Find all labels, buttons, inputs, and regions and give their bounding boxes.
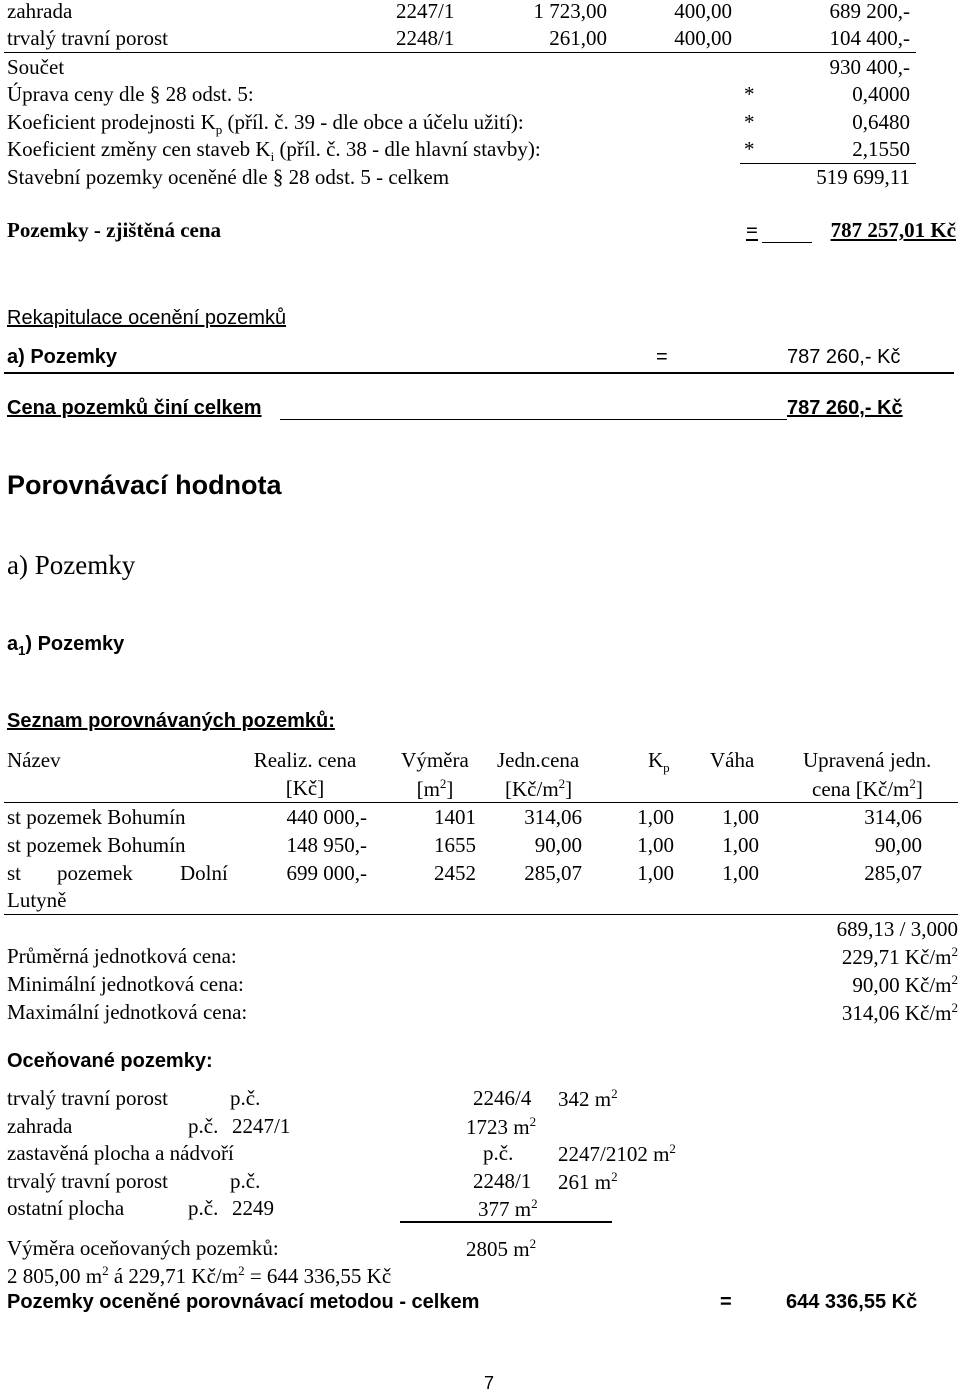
subsection-heading: a) Pozemky [7, 550, 136, 580]
page-number: 7 [484, 1373, 495, 1393]
table-sum: 689,13 / 3,000 [836, 917, 958, 941]
section-heading: Porovnávací hodnota [7, 470, 282, 500]
table-cell-jedn: 90,00 [534, 833, 582, 857]
col-header-realiz-unit: [Kč] [285, 776, 325, 800]
rekap-total-label: Cena pozemků činí celkem [7, 397, 262, 419]
kp-label: Koeficient prodejnosti $K_p$ (příl. č. 39 - dle obce a účelu užití): [7, 110, 524, 138]
underline [400, 1221, 612, 1223]
rekap-row-label: a) Pozemky [7, 346, 118, 368]
calc-row-total: 104 400,- [829, 26, 910, 50]
calc-row-label: trvalý travní porost [7, 26, 168, 50]
table-cell-kp: 1,00 [637, 805, 674, 829]
table-cell-name-part: st [7, 861, 22, 885]
parcel-pc: p.č. [188, 1114, 219, 1138]
parcel-pc: p.č. [483, 1141, 514, 1165]
soucet-label: Součet [7, 55, 65, 79]
seznam-title: Seznam porovnávaných pozemků: [7, 710, 335, 732]
table-cell-realiz: 148 950,- [286, 833, 367, 857]
table-cell-name-part: Lutyně [7, 888, 67, 912]
parcel-number: 2249 [232, 1196, 274, 1220]
parcel-type: trvalý travní porost [7, 1169, 168, 1193]
parcel-number: 2247/1 [232, 1114, 291, 1138]
equals-sign: = [720, 1291, 732, 1313]
calc-row-parcel: 2248/1 [396, 26, 455, 50]
col-header-upravena-unit: cena $[Kč/m^2]$ [812, 776, 923, 801]
table-cell-jedn: 314,06 [524, 805, 582, 829]
parcel-area: 1723 $m^2$ [466, 1114, 537, 1139]
vymera-total-value: 2805 $m^2$ [466, 1236, 537, 1261]
rekap-title: Rekapitulace ocenění pozemků [7, 307, 287, 329]
calc-row-price: 400,00 [674, 26, 732, 50]
table-cell-vaha: 1,00 [722, 861, 759, 885]
table-cell-upr: 90,00 [874, 833, 922, 857]
underline [280, 419, 787, 420]
col-header-jedn-unit: $[Kč/m^2]$ [505, 776, 573, 801]
divider [4, 52, 916, 53]
multiply-sign: * [744, 82, 755, 106]
parcel-type: trvalý travní porost [7, 1086, 168, 1110]
calc-row-parcel: 2247/1 [396, 0, 455, 23]
table-cell-name: st pozemek Bohumín [7, 805, 186, 829]
stavebni-value: 519 699,11 [816, 165, 910, 189]
col-header-kp: $K_p$ [648, 748, 670, 776]
table-cell-name: st pozemek Bohumín [7, 833, 186, 857]
table-cell-realiz: 440 000,- [286, 805, 367, 829]
parcel-number: 2248/1 [473, 1169, 532, 1193]
final-label: Pozemky oceněné porovnávací metodou - celkem [7, 1291, 480, 1313]
stat-label: Maximální jednotková cena: [7, 1000, 248, 1024]
parcel-pc: p.č. [230, 1169, 261, 1193]
parcel-area: 261 $m^2$ [558, 1169, 618, 1194]
uprava-label: Úprava ceny dle § 28 odst. 5: [7, 82, 254, 106]
col-header-vaha: Váha [710, 748, 755, 772]
parcel-area: 342 $m^2$ [558, 1086, 618, 1111]
equals-sign: = [746, 218, 758, 242]
calc-row-area: 261,00 [549, 26, 607, 50]
ocenovane-title: Oceňované pozemky: [7, 1050, 213, 1072]
calc-row-area: 1 723,00 [533, 0, 607, 23]
stavebni-label: Stavební pozemky oceněné dle § 28 odst. 5 - celkem [7, 165, 450, 189]
divider [4, 372, 954, 374]
divider [4, 914, 958, 915]
ki-value: 2,1550 [852, 137, 910, 161]
multiply-sign: * [744, 110, 755, 134]
table-cell-kp: 1,00 [637, 833, 674, 857]
calc-row-price: 400,00 [674, 0, 732, 23]
table-cell-upr: 314,06 [864, 805, 922, 829]
table-cell-jedn: 285,07 [524, 861, 582, 885]
subsection-heading-2: $a_1$) Pozemky [7, 633, 125, 658]
kp-value: 0,6480 [852, 110, 910, 134]
table-cell-name-part: pozemek [57, 861, 133, 885]
col-header-nazev: Název [7, 748, 61, 772]
parcel-type: zahrada [7, 1114, 73, 1138]
zjistena-value: 787 257,01 Kč [830, 218, 956, 242]
underline [762, 242, 812, 243]
table-cell-vymera: 1655 [434, 833, 476, 857]
parcel-pc: p.č. [230, 1086, 261, 1110]
multiply-sign: * [744, 137, 755, 161]
col-header-upravena: Upravená jedn. [803, 748, 932, 772]
col-header-jedn: Jedn.cena [497, 748, 580, 772]
equals-sign: = [656, 346, 668, 368]
uprava-value: 0,4000 [852, 82, 910, 106]
table-cell-kp: 1,00 [637, 861, 674, 885]
calc-row-total: 689 200,- [829, 0, 910, 23]
parcel-number-area: 2247/2102 $m^2$ [558, 1141, 676, 1166]
rekap-row-value: 787 260,- Kč [787, 346, 901, 368]
stat-value: 314,06 $Kč/m^2$ [841, 1000, 958, 1025]
stat-value: 229,71 $Kč/m^2$ [841, 944, 958, 969]
divider [740, 163, 916, 164]
soucet-value: 930 400,- [829, 55, 910, 79]
calc-row-label: zahrada [7, 0, 73, 23]
final-value: 644 336,55 Kč [786, 1291, 918, 1313]
parcel-area: 377 $m^2$ [478, 1196, 538, 1221]
table-cell-vaha: 1,00 [722, 805, 759, 829]
vymera-total-label: Výměra oceňovaných pozemků: [7, 1236, 279, 1260]
table-cell-vymera: 1401 [434, 805, 476, 829]
col-header-vymera: Výměra [401, 748, 469, 772]
parcel-type: ostatní plocha [7, 1196, 125, 1220]
col-header-realiz: Realiz. cena [253, 748, 357, 772]
stat-label: Průměrná jednotková cena: [7, 944, 237, 968]
table-cell-vymera: 2452 [434, 861, 476, 885]
parcel-type: zastavěná plocha a nádvoří [7, 1141, 234, 1165]
zjistena-label: Pozemky - zjištěná cena [7, 218, 222, 242]
divider [4, 802, 958, 803]
price-formula: 2 805,00 $m^2$ á 229,71 $Kč/m^2 = 644$ 336,55 Kč [7, 1263, 392, 1288]
table-cell-realiz: 699 000,- [286, 861, 367, 885]
table-cell-name-part: Dolní [180, 861, 228, 885]
ki-label: Koeficient změny cen staveb $K_i$ (příl. č. 38 - dle hlavní stavby): [7, 137, 541, 165]
col-header-vymera-unit: $[m^2]$ [416, 776, 454, 801]
stat-value: 90,00 $Kč/m^2$ [852, 972, 958, 997]
table-cell-vaha: 1,00 [722, 833, 759, 857]
table-cell-upr: 285,07 [864, 861, 922, 885]
rekap-total-value: 787 260,- Kč [787, 397, 903, 419]
parcel-pc: p.č. [188, 1196, 219, 1220]
stat-label: Minimální jednotková cena: [7, 972, 244, 996]
parcel-number: 2246/4 [473, 1086, 532, 1110]
